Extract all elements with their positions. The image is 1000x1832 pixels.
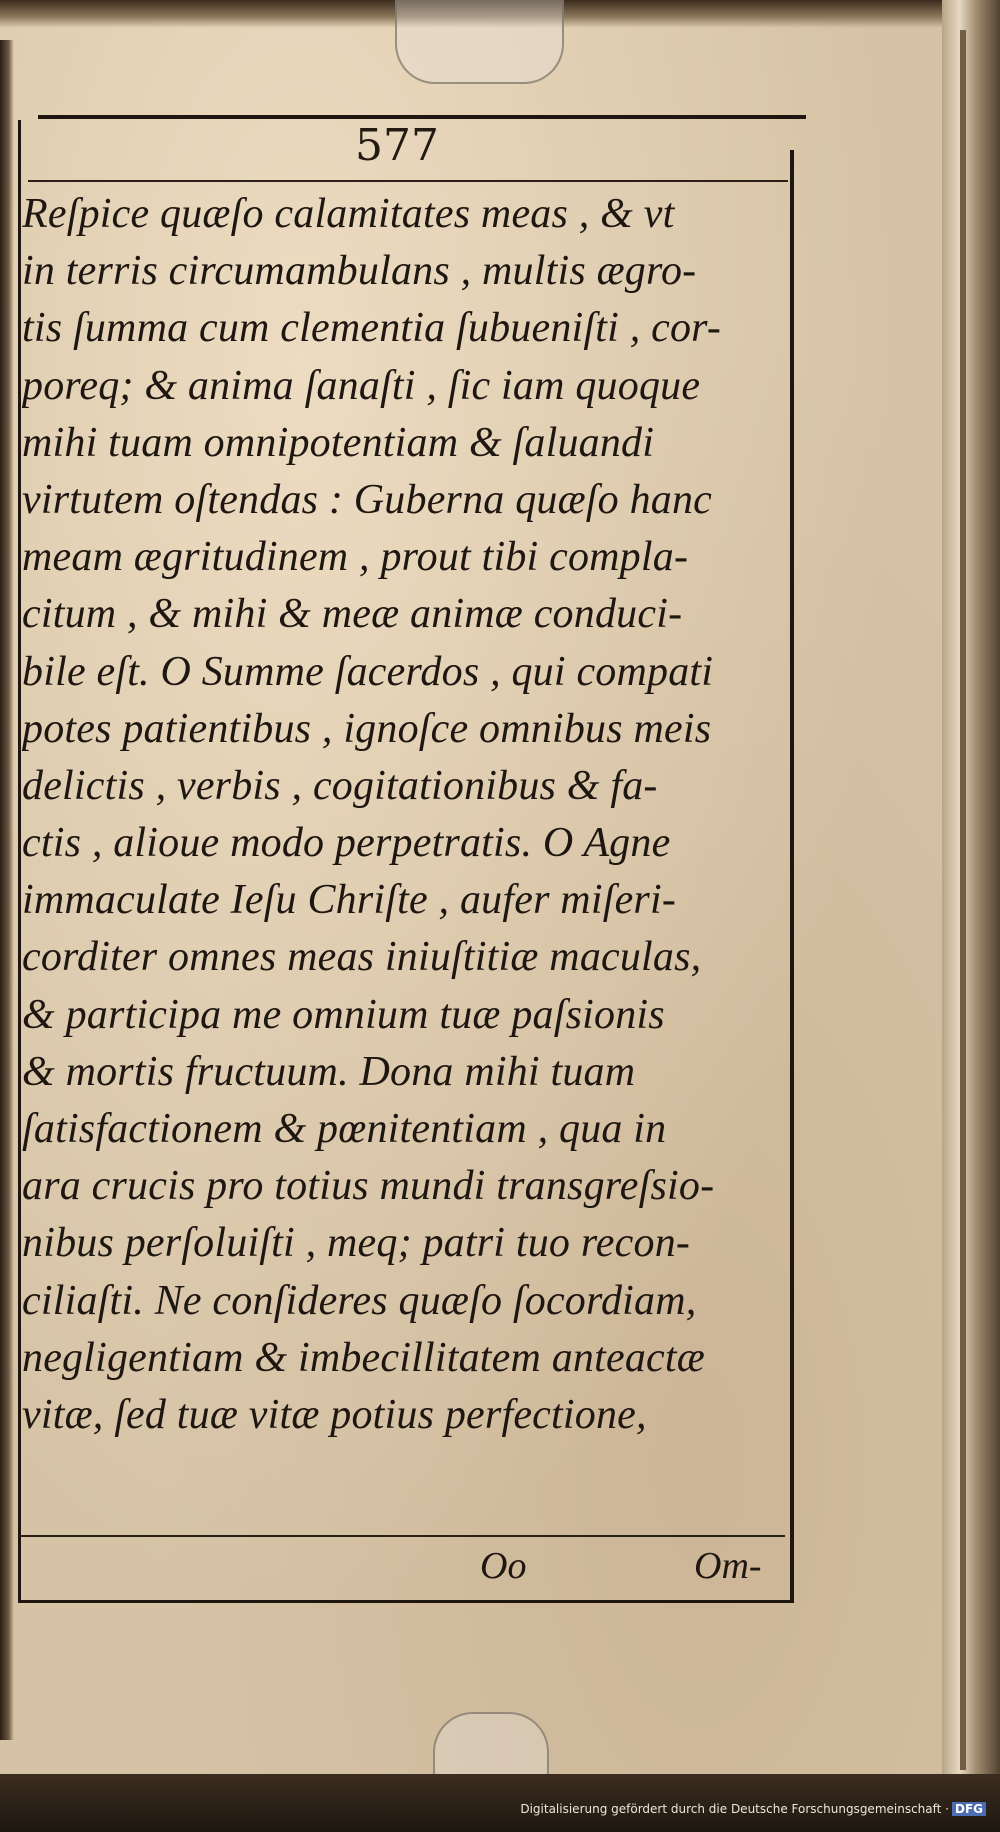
frame-top-rule bbox=[38, 115, 806, 119]
text-line: Reſpice quæſo calamitates meas , & vt bbox=[22, 191, 675, 237]
digitization-credit bbox=[520, 1802, 986, 1816]
text-line: immaculate Ieſu Chriſte , aufer miſeri- bbox=[22, 877, 677, 924]
top-clip bbox=[395, 0, 564, 84]
frame-left-rule bbox=[18, 120, 21, 1600]
signature-mark: Oo bbox=[480, 1545, 527, 1587]
text-line: & mortis fructuum. Dona mihi tuam bbox=[22, 1048, 636, 1095]
catchword: Om- bbox=[694, 1545, 762, 1587]
frame-right-rule bbox=[790, 150, 794, 1600]
text-line: potes patientibus , ignoſce omnibus meis bbox=[22, 705, 712, 752]
text-line: ctis , alioue modo perpetratis. O Agne bbox=[22, 820, 671, 867]
text-line: meam ægritudinem , prout tibi compla- bbox=[22, 534, 689, 581]
text-line: negligentiam & imbecillitatem anteactæ bbox=[22, 1334, 705, 1381]
text-line: corditer omnes meas iniuſtitiæ maculas, bbox=[22, 934, 702, 981]
bottom-clip bbox=[433, 1712, 549, 1780]
text-line: ara crucis pro totius mundi transgreſsio- bbox=[22, 1163, 715, 1210]
text-line: virtutem oſtendas : Guberna quæſo hanc bbox=[22, 476, 713, 523]
dfg-logo: DFG bbox=[952, 1802, 986, 1816]
body-text bbox=[22, 186, 790, 1444]
text-line: delictis , verbis , cogitationibus & fa- bbox=[22, 762, 658, 809]
text-line: nibus perſoluiſti , meq; patri tuo recon- bbox=[22, 1220, 691, 1267]
text-line: citum , & mihi & meæ animæ conduci- bbox=[22, 591, 683, 638]
text-line: & participa me omnium tuæ paſsionis bbox=[22, 991, 665, 1038]
credit-text: Digitalisierung gefördert durch die Deutsche Forschungsgemeinschaft · bbox=[520, 1802, 949, 1816]
left-page-edge bbox=[0, 40, 14, 1740]
text-line: tis ſumma cum clementia ſubueniſti , cor- bbox=[22, 305, 722, 352]
text-line: ſatisfactionem & pœnitentiam , qua in bbox=[22, 1106, 667, 1152]
text-line: bile eſt. O Summe ſacerdos , qui compati bbox=[22, 648, 714, 695]
text-line: ciliaſti. Ne conſideres quæſo ſocordiam, bbox=[22, 1277, 697, 1324]
page-number: 577 bbox=[355, 120, 439, 171]
scan-footer-band bbox=[0, 1774, 1000, 1832]
text-line: vitæ, ſed tuæ vitæ potius perfectione, bbox=[22, 1391, 647, 1438]
header-rule bbox=[28, 180, 788, 182]
text-line: poreq; & anima ſanaſti , ſic iam quoque bbox=[22, 362, 701, 409]
footer-line bbox=[470, 1540, 790, 1600]
text-bottom-rule bbox=[20, 1535, 785, 1537]
frame-bottom-rule bbox=[18, 1600, 794, 1603]
right-page-edge bbox=[942, 0, 1000, 1832]
text-line: in terris circumambulans , multis ægro- bbox=[22, 248, 697, 295]
text-line: mihi tuam omnipotentiam & ſaluandi bbox=[22, 419, 655, 466]
page-fold-line bbox=[960, 30, 966, 1770]
